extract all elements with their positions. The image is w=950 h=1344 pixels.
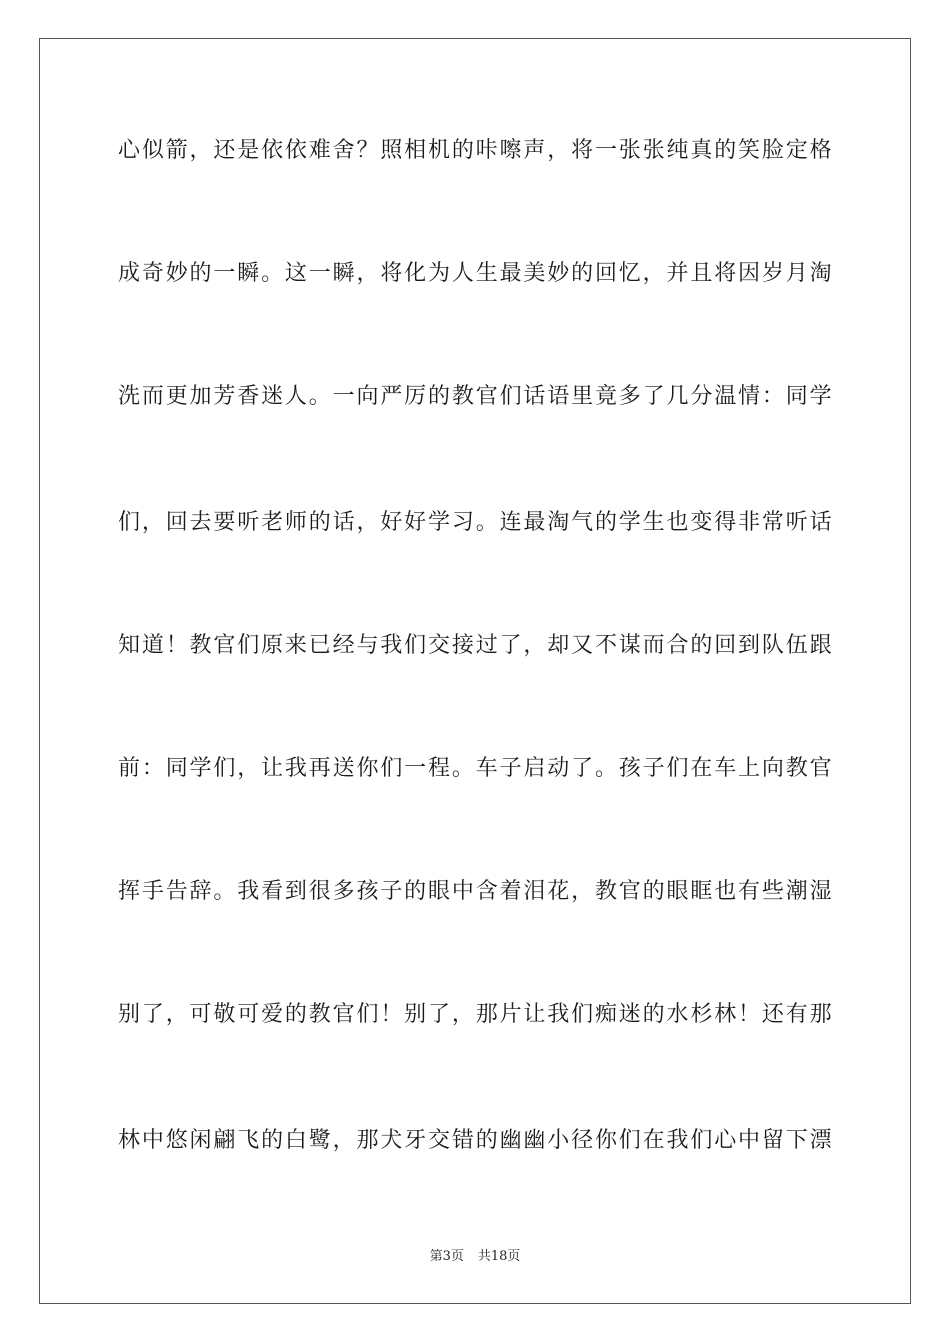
page-number: 第3页 [429,1249,464,1264]
page-border [39,38,911,1304]
text-line: 挥手告辞。我看到很多孩子的眼中含着泪花，教官的眼眶也有些潮湿 [118,879,832,904]
text-line: 知道！教官们原来已经与我们交接过了，却又不谋而合的回到队伍跟 [118,633,832,658]
text-line: 前：同学们，让我再送你们一程。车子启动了。孩子们在车上向教官 [118,756,832,781]
text-line: 成奇妙的一瞬。这一瞬，将化为人生最美妙的回忆，并且将因岁月淘 [118,261,832,286]
text-line: 心似箭，还是依依难舍？照相机的咔嚓声，将一张张纯真的笑脸定格 [118,138,832,163]
text-line: 林中悠闲翩飞的白鹭，那犬牙交错的幽幽小径你们在我们心中留下漂 [118,1128,832,1153]
page-total: 共18页 [477,1249,521,1264]
text-line: 别了，可敬可爱的教官们！别了，那片让我们痴迷的水杉林！还有那 [118,1002,832,1027]
page-footer [0,1249,950,1265]
text-line: 们，回去要听老师的话，好好学习。连最淘气的学生也变得非常听话 [118,510,832,535]
text-line: 洗而更加芳香迷人。一向严厉的教官们话语里竟多了几分温情：同学 [118,384,832,409]
